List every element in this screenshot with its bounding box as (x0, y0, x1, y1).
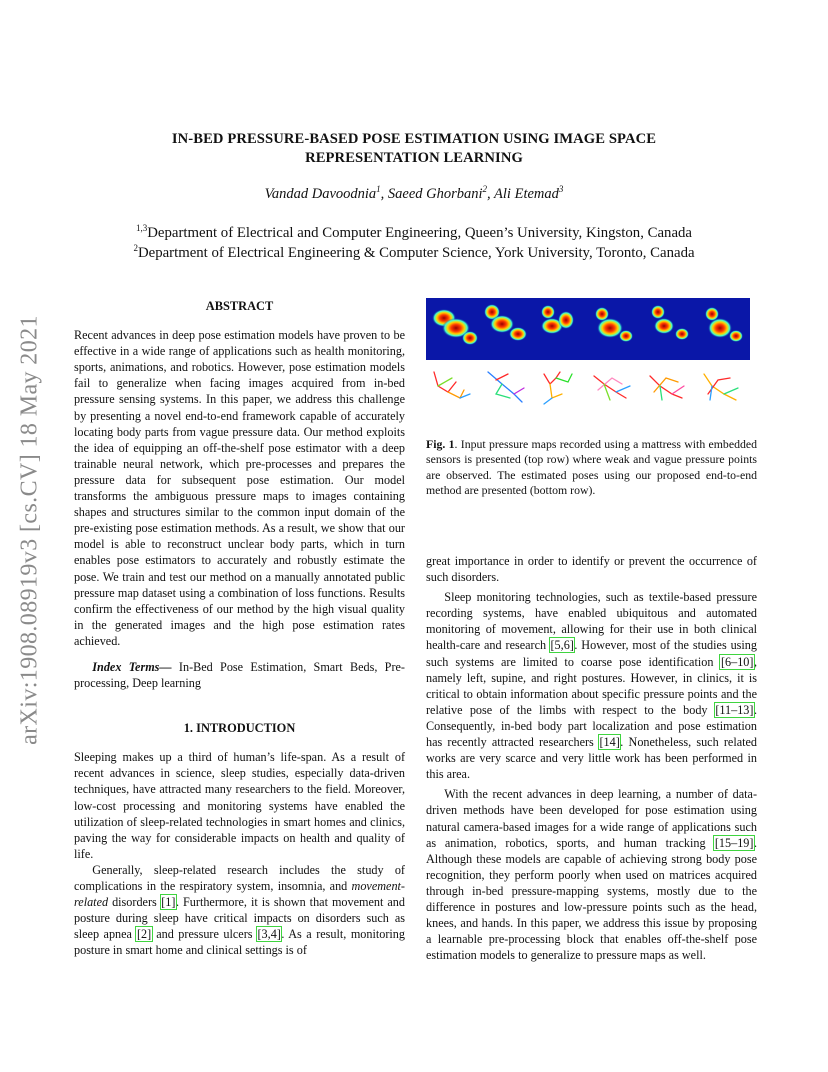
pose-skeletons-graphic (426, 364, 750, 414)
text-run-italic: movement-related (74, 879, 405, 910)
index-terms-label: Index Terms— (92, 659, 172, 674)
title-line-1: IN-BED PRESSURE-BASED POSE ESTIMATION USING IMAGE SPACE (171, 131, 657, 147)
text-run: Generally, sleep-related research includes the study of complications in the respiratory system, insomnia, and (74, 862, 405, 893)
author-name: Vandad Davoodnia (264, 186, 377, 202)
text-run: . Although these models are capable of achieving strong body pose recognition, they perform poorly when used on matrices acquired through in-bed pressure-mapping systems, mostly due to the difference in postures and low-pressure points such as the head, knees, and hands. In this paper, we address this issue by proposing a learnable pre-processing block that enables off-the-shelf pose estimation models to generalize to pressure maps as well. (426, 835, 757, 963)
index-terms (74, 659, 405, 691)
figure-caption (426, 437, 757, 499)
affiliation-sup: 1,3 (136, 223, 148, 234)
index-terms-text: In-Bed Pose Estimation, Smart Beds, Pre-processing, Deep learning (74, 659, 405, 691)
right-column (426, 553, 757, 963)
right-paragraph-0: great importance in order to identify or prevent the occurrence of such disorders. (426, 554, 757, 585)
right-paragraph-1 (426, 589, 757, 782)
intro-heading: 1. INTRODUCTION (183, 721, 296, 736)
author-name: Ali Etemad (494, 186, 559, 202)
author-sup: 2 (482, 184, 488, 195)
affiliation (0, 225, 828, 242)
right-paragraph-2 (426, 786, 757, 963)
author-sup: 3 (558, 184, 564, 195)
citation-link[interactable]: [2] (136, 927, 152, 942)
pressure-maps-image (426, 298, 750, 360)
author-list: Vandad Davoodnia$^1$, Saeed Ghorbani$^2$, Ali Etemad$^3$ (264, 184, 564, 202)
citation-link[interactable]: [14] (599, 735, 620, 750)
figure-label: Fig. 1 (426, 437, 455, 451)
abstract-heading: ABSTRACT (205, 299, 274, 313)
citation-link[interactable]: [5,6] (550, 638, 574, 653)
citation-link[interactable]: [6–10] (720, 654, 754, 669)
text-run: disorders (108, 895, 161, 910)
text-run: . Nonetheless, such related works are very scarce and very little work has been performed in this area. (426, 735, 758, 782)
arxiv-stamp-text: arXiv:1908.08919v3 [cs.CV] 18 May 2021 (16, 315, 43, 745)
title-line-2: REPRESENTATION LEARNING (305, 150, 523, 166)
citation-link[interactable]: [3,4] (257, 927, 281, 942)
paper-title (0, 130, 828, 168)
figure-caption-text: . Input pressure maps recorded using a mattress with embedded sensors is presented (top row) where weak and vague pressure points are observed. The estimated poses using our proposed end-to-end method are presented (bottom row). (426, 437, 757, 498)
text-run: With the recent advances in deep learning, a number of data-driven methods have been developed for pose estimation using natural camera-based images for a wide range of applications such as animation, robotics, sports, and human tracking (426, 787, 757, 850)
pressure-maps-graphic (426, 298, 750, 360)
intro-paragraph-1: Sleeping makes up a third of human’s life-span. As a result of recent advances in science, sleep studies, especially data-driven techniques, have attracted many researchers to the field. Moreover, low-cost processing and monitoring systems have enabled the utilization of sleep-related technologies in smart homes and clinics, paving the way for considerable impacts on health and quality of life. (74, 750, 405, 861)
affiliation-text: Department of Electrical and Computer Engineering, Queen’s University, Kingston, Canada (147, 225, 692, 241)
citation-link[interactable]: [1] (161, 895, 176, 910)
text-run: . Consequently, in-bed body part localization and pose estimation has recently attracted researchers (426, 702, 757, 750)
intro-paragraph-2 (74, 862, 405, 959)
arxiv-stamp (12, 295, 48, 765)
text-run: . As a result, monitoring posture in smart home and clinical settings is of (74, 927, 405, 958)
text-run: Sleep monitoring technologies, such as textile-based pressure recording systems, have enabled ubiquitous and automated monitoring of movement, allowing for their use in both clinical health-care and research (426, 590, 757, 653)
left-column (74, 298, 405, 958)
text-run: and pressure ulcers (151, 927, 257, 942)
affiliation (0, 245, 828, 262)
text-run: . Furthermore, it is shown that movement and posture during sleep have critical impacts on disorders such as sleep apnea (74, 895, 405, 942)
pose-skeletons-image (426, 364, 750, 414)
affiliation-sup: 2 (133, 243, 138, 254)
author-sup: 1 (376, 184, 381, 195)
text-run: , namely left, supine, and right postures. However, in clinics, it is critical to obtain information about specific pressure points and the relative pose of the limbs with respect to the body (426, 654, 757, 717)
citation-link[interactable]: [11–13] (715, 702, 754, 717)
citation-link[interactable]: [15–19] (714, 835, 754, 850)
abstract-text: Recent advances in deep pose estimation models have proven to be effective in a wide range of applications such as health monitoring, sports, animations, and robotics. However, pose estimation models fail to generalize when facing images acquired from in-bed pressure sensing systems. In this paper, we address this challenge by presenting a novel end-to-end framework capable of accurately locating body parts from vague pressure data. Our method exploits the idea of equipping an off-the-shelf pose estimator with a deep trainable neural network, which pre-processes and prepares the pressure data for subsequent pose estimation. Our model transforms the ambiguous pressure maps to images containing shapes and structures similar to the common input domain of the pre-existing pose estimation methods. As a result, we show that our model is able to reconstruct unclear body parts, which in turn enables pose estimators to accurately and robustly estimate the pose. We train and test our method on a manually annotated public pressure map dataset using a combination of loss functions. Results confirm the effectiveness of our method by the high visual quality in the generated images and the high pose estimation rates achieved. (74, 328, 405, 648)
author-name: Saeed Ghorbani (387, 186, 483, 202)
affiliation-text: Department of Electrical Engineering & Computer Science, York University, Toronto, Canada (137, 245, 695, 261)
text-run: . However, most of the studies using such systems are limited to coarse pose identification (426, 638, 757, 669)
